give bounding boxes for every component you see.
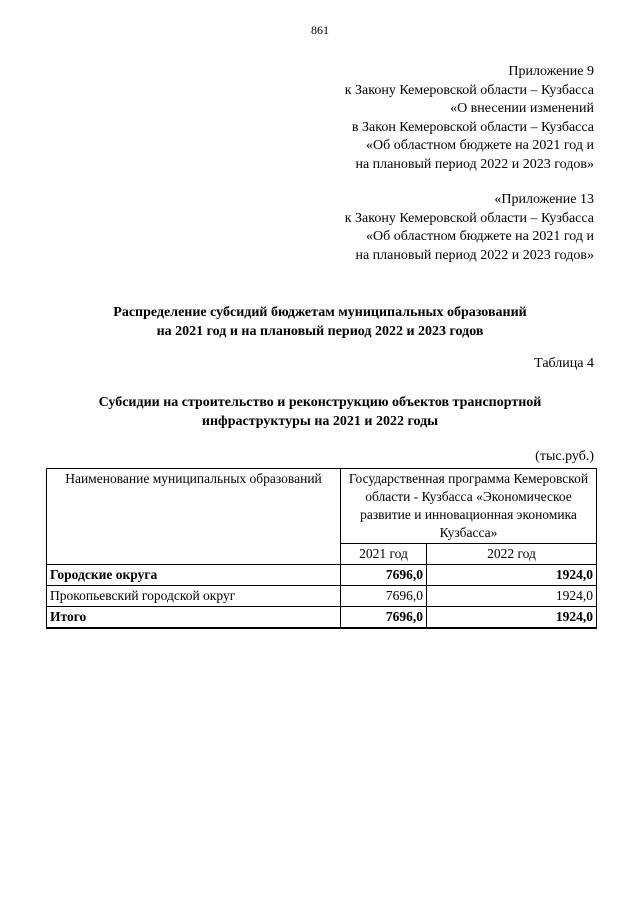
original-appendix-reference (345, 191, 594, 265)
table-header-row (47, 469, 597, 544)
units-label: (тыс.руб.) (535, 449, 594, 464)
main-title-line2: на 2021 год и на плановый период 2022 и 2023 годов (156, 324, 484, 339)
row-value-2022: 1924,0 (427, 586, 597, 607)
row-value-2021: 7696,0 (341, 607, 427, 629)
appendix-line: в Закон Кемеровской области – Кузбасса (351, 119, 594, 135)
header-program: Государственная программа Кемеровской области - Кузбасса «Экономическое развитие и инновационная экономика Кузбасса» (341, 469, 597, 544)
row-value-2021: 7696,0 (341, 586, 427, 607)
table-row-total (47, 607, 597, 629)
appendix-line: «О внесении изменений (450, 101, 594, 117)
table-number-label: Таблица 4 (534, 356, 594, 371)
appendix-reference (345, 63, 594, 175)
table-title (0, 393, 640, 431)
original-appendix-line: на плановый период 2022 и 2023 годов» (355, 247, 594, 263)
main-title (0, 303, 640, 341)
row-name: Итого (47, 607, 341, 629)
row-name: Городские округа (47, 565, 341, 586)
table-row (47, 586, 597, 607)
appendix-line: «Об областном бюджете на 2021 год и (366, 138, 594, 154)
appendix-line: на плановый период 2022 и 2023 годов» (355, 156, 594, 172)
row-value-2022: 1924,0 (427, 565, 597, 586)
row-value-2021: 7696,0 (341, 565, 427, 586)
header-municipality: Наименование муниципальных образований (47, 469, 341, 565)
original-appendix-line: «Приложение 13 (494, 192, 594, 207)
appendix-line: к Закону Кемеровской области – Кузбасса (344, 82, 594, 98)
page-number: 861 (311, 23, 329, 37)
main-title-line1: Распределение субсидий бюджетам муниципальных образований (113, 305, 527, 320)
table-title-line2: инфраструктуры на 2021 и 2022 годы (201, 414, 439, 429)
subsidy-table (46, 468, 597, 629)
table-title-line1: Субсидии на строительство и реконструкцию объектов транспортной (98, 395, 542, 410)
row-name: Прокопьевский городской округ (47, 586, 341, 607)
original-appendix-line: «Об областном бюджете на 2021 год и (366, 229, 594, 245)
original-appendix-line: к Закону Кемеровской области – Кузбасса (344, 210, 594, 226)
appendix-line: Приложение 9 (508, 64, 594, 79)
table-row (47, 565, 597, 586)
row-value-2022: 1924,0 (427, 607, 597, 629)
header-year-2021: 2021 год (341, 544, 427, 565)
header-year-2022: 2022 год (427, 544, 597, 565)
